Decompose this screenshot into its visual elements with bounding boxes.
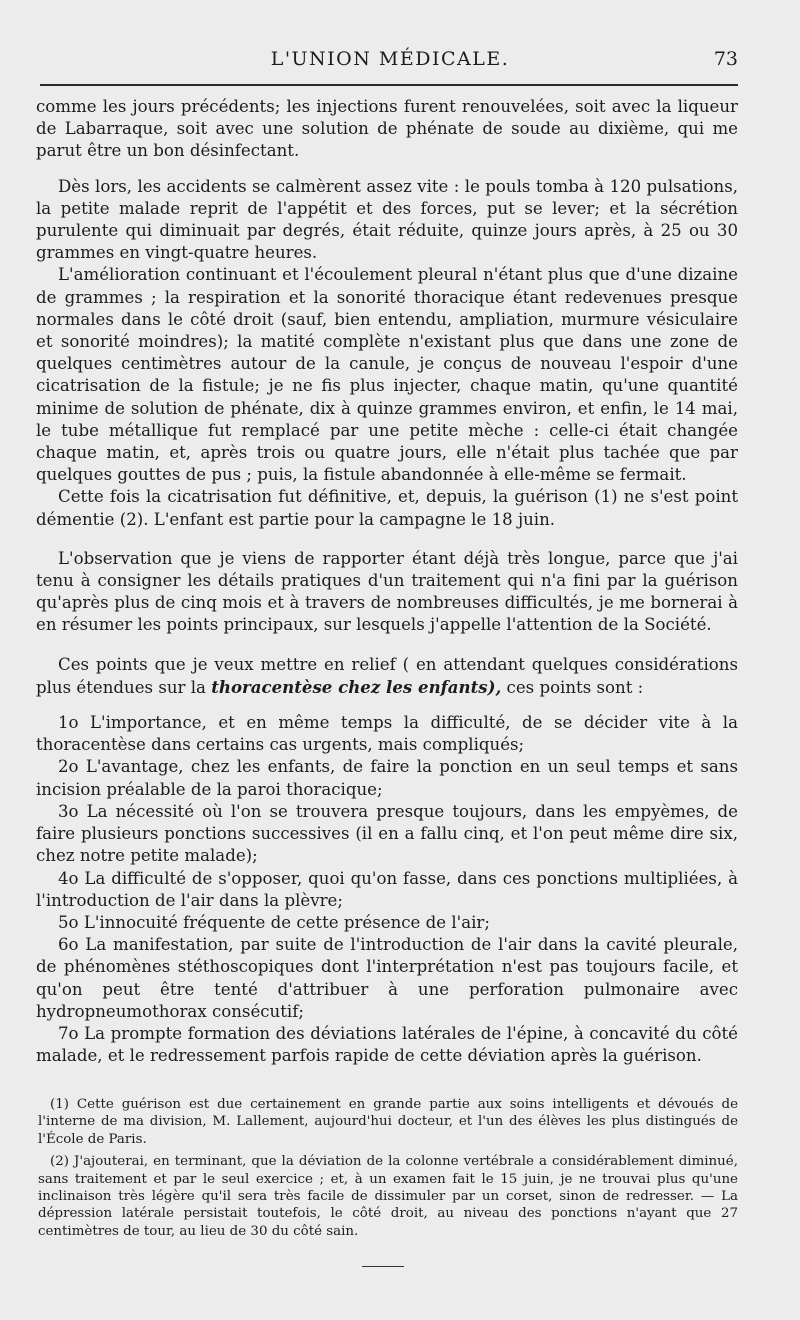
paragraph: comme les jours précédents; les injections furent renouvelées, soit avec la liqueur de Labarraque, soit avec une solution de phénate de soude au dixième, qui me parut être un bon désinfectant. — [36, 97, 738, 161]
paragraph: Dès lors, les accidents se calmèrent assez vite : le pouls tomba à 120 pulsations, la petite malade reprit de l'appétit et des forces, put se lever; et la sécrétion purulente qui diminuait par degrés, était réduite, quinze jours après, à 25 ou 30 grammes en vingt-quatre heures. — [36, 176, 738, 263]
running-title: L'UNION MÉDICALE. — [270, 48, 510, 70]
list-item: 5o L'innocuité fréquente de cette présence de l'air; — [58, 912, 490, 932]
page-header — [40, 44, 740, 74]
footnotes — [38, 1096, 738, 1240]
list-item: 7o La prompte formation des déviations latérales de l'épine, à concavité du côté malade, et le redressement parfois rapide de cette déviation après la guérison. — [36, 1023, 738, 1066]
end-rule — [362, 1266, 404, 1267]
list-item: 6o La manifestation, par suite de l'introduction de l'air dans la cavité pleurale, de phénomènes stéthoscopiques dont l'interprétation n'est pas toujours facile, et qu'on peut être tenté d'attribuer à une perforation pulmonaire avec hydropneumothorax consécutif; — [36, 935, 738, 1021]
main-text — [36, 96, 738, 1067]
footnote: (1) Cette guérison est due certainement en grande partie aux soins intelligents et dévoués de l'interne de ma division, M. Lallement, aujourd'hui docteur, et l'un des élèves les plus distingués de l'École de Paris. — [38, 1097, 738, 1147]
page-number: 73 — [713, 48, 738, 70]
paragraph-text: ces points sont : — [501, 677, 644, 697]
paragraph: L'observation que je viens de rapporter étant déjà très longue, parce que j'ai tenu à consigner les détails pratiques d'un traitement qui n'a fini par la guérison qu'après plus de cinq mois et à travers de nombreuses difficultés, je me bornerai à en résumer les points principaux, sur lesquels j'appelle l'attention de la Société. — [36, 548, 738, 635]
paragraph — [36, 654, 738, 699]
footnote: (2) J'ajouterai, en terminant, que la déviation de la colonne vertébrale a considérablement diminué, sans traitement et par le seul exercice ; et, à un examen fait le 15 juin, je ne trouvai plus qu'une inclinaison très légère qu'il sera très facile de dissimuler par un corset, sinon de redresser. — La dépression latérale persistait toutefois, le côté droit, au niveau des ponctions n'ayant que 27 centimètres de tour, au lieu de 30 du côté sain. — [38, 1154, 738, 1239]
paragraph: L'amélioration continuant et l'écoulement pleural n'étant plus que d'une dizaine de grammes ; la respiration et la sonorité thoracique étant redevenues presque normales dans le côté droit (sauf, bien entendu, ampliation, murmure vésiculaire et sonorité moindres); la matité complète n'existant plus que dans une zone de quelques centimètres autour de la canule, je conçus de nouveau l'espoir d'une cicatrisation de la fistule; je ne fis plus injecter, chaque matin, qu'une quantité minime de solution de phénate, dix à quinze grammes environ, et enfin, le 14 mai, le tube métallique fut remplacé par une petite mèche : celle-ci était changée chaque matin, et, après trois ou quatre jours, elle n'était plus tachée que par quelques gouttes de pus ; puis, la fistule abandonnée à elle-même se fermait. — [36, 265, 738, 485]
list-item: 1o L'importance, et en même temps la difficulté, de se décider vite à la thoracentèse dans certains cas urgents, mais compliqués; — [36, 713, 738, 755]
list-item: 4o La difficulté de s'opposer, quoi qu'on fasse, dans ces ponctions multipliées, à l'introduction de l'air dans la plèvre; — [36, 868, 738, 910]
paragraph: Cette fois la cicatrisation fut définitive, et, depuis, la guérison (1) ne s'est point démentie (2). L'enfant est partie pour la campagne le 18 juin. — [36, 487, 738, 529]
paragraph-text: Ces points que je veux mettre en relief ( en attendant quelques considérations plus étendues sur la — [36, 654, 738, 697]
list-item: 3o La nécessité où l'on se trouvera presque toujours, dans les empyèmes, de faire plusieurs ponctions successives (il en a fallu cinq, et l'on peut même dire six, chez notre petite malade); — [36, 801, 738, 866]
italic-phrase: thoracentèse chez les enfants), — [211, 676, 502, 697]
list-item: 2o L'avantage, chez les enfants, de faire la ponction en un seul temps et sans incision préalable de la paroi thoracique; — [36, 757, 738, 799]
header-rule — [40, 84, 738, 86]
